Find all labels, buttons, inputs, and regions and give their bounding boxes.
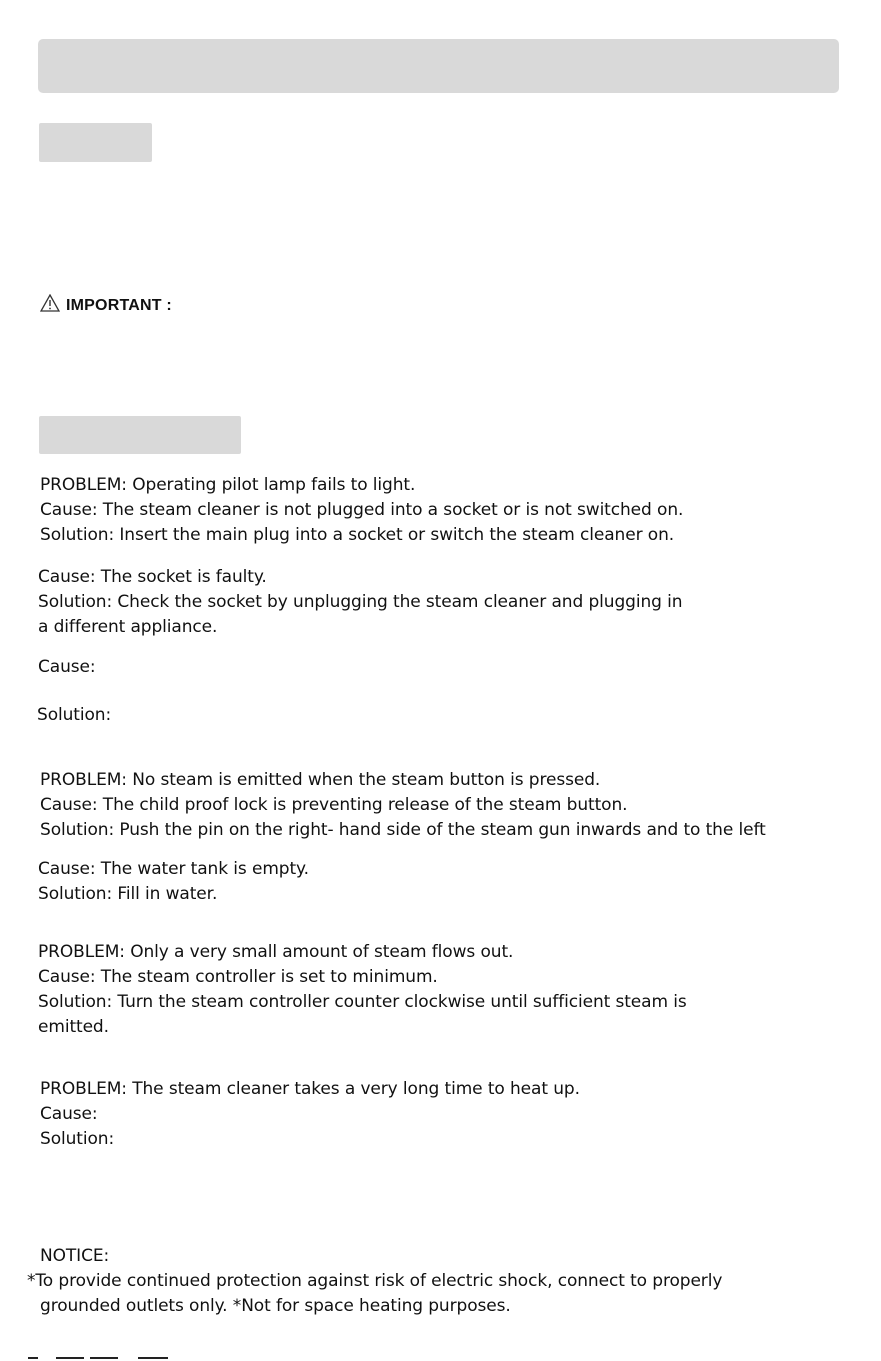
troubleshooting-section-bar [39,416,241,454]
problem-3-solution: Solution: Turn the steam controller counter clockwise until sufficient steam is [38,992,687,1012]
problem-1-cause-3: Cause: [38,657,96,677]
notice-line-1: *To provide continued protection against risk of electric shock, connect to properly [27,1271,723,1291]
notice-line-2: grounded outlets only. *Not for space heating purposes. [40,1296,511,1316]
problem-3-cause: Cause: The steam controller is set to minimum. [38,967,438,987]
problem-1-solution-2: Solution: Check the socket by unplugging the steam cleaner and plugging in [38,592,683,612]
important-notice [40,294,172,315]
problem-4-cause: Cause: [40,1104,98,1124]
problem-1-cause: Cause: The steam cleaner is not plugged into a socket or is not switched on. [40,500,684,520]
problem-3-title: PROBLEM: Only a very small amount of steam flows out. [38,942,514,962]
problem-1-cause-2: Cause: The socket is faulty. [38,567,267,587]
problem-1-solution: Solution: Insert the main plug into a socket or switch the steam cleaner on. [40,525,675,545]
problem-4-solution: Solution: [40,1129,115,1149]
problem-2-solution: Solution: Push the pin on the right- hand side of the steam gun inwards and to the left [40,820,766,840]
problem-1-title: PROBLEM: Operating pilot lamp fails to light. [40,475,416,495]
important-label: IMPORTANT : [66,297,172,314]
problem-3-solution-cont: emitted. [38,1017,109,1037]
problem-2-title: PROBLEM: No steam is emitted when the steam button is pressed. [40,770,601,790]
problem-2-solution-2: Solution: Fill in water. [38,884,218,904]
problem-2-cause: Cause: The child proof lock is preventing release of the steam button. [40,795,628,815]
title-bar [38,39,839,93]
problem-2-cause-2: Cause: The water tank is empty. [38,859,309,879]
section-label-bar [39,123,152,162]
notice-title: NOTICE: [40,1246,110,1266]
problem-1-solution-2-cont: a different appliance. [38,617,218,637]
footer-marks [28,1357,178,1361]
problem-4-title: PROBLEM: The steam cleaner takes a very long time to heat up. [40,1079,580,1099]
warning-triangle-icon [40,294,60,312]
problem-1-solution-3: Solution: [37,705,112,725]
